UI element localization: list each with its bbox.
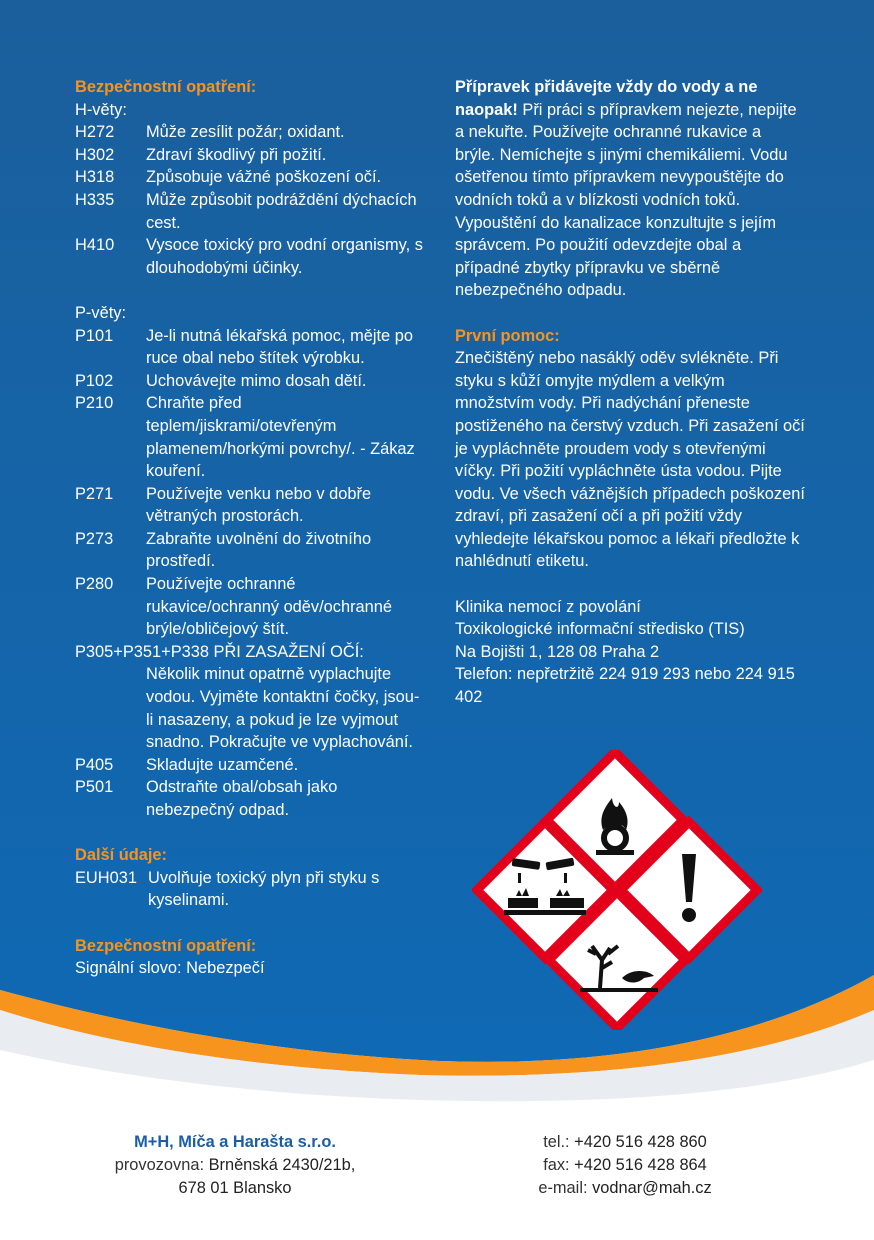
contact-info — [480, 1131, 770, 1200]
tel-line — [480, 1131, 770, 1154]
h-statement — [75, 166, 425, 189]
p-code: P280 — [75, 575, 114, 594]
tel-number[interactable]: +420 516 428 860 — [574, 1133, 707, 1151]
p-statement — [75, 528, 425, 573]
p-code: P101 — [75, 326, 114, 345]
h-code: H318 — [75, 168, 115, 187]
branch-label: provozovna: — [114, 1156, 209, 1174]
company-info — [90, 1131, 380, 1200]
extra-info-heading: Další údaje: — [75, 846, 167, 865]
fax-label: fax: — [543, 1156, 575, 1174]
email-line — [480, 1177, 770, 1200]
tis-name: Toxikologické informační středisko (TIS) — [455, 620, 745, 639]
p-code: P405 — [75, 755, 114, 774]
first-aid-text: Znečištěný nebo nasáklý oděv svlékněte. Při styku s kůží omyjte mýdlem a velkým množstvím vody. Při nadýchání přeneste postiženého na čerstvý vzduch. Při zasažení očí je vypláchněte proudem vody s otevřenými víčky. Při požití vypláchněte ústa vodou. Pijte vodu. Ve všech vážnějších případech poškození zdraví, při zasažení očí a při požití vždy vyhledejte lékařskou pomoc a lékaři předložte k nahlédnutí etiketu. — [455, 349, 805, 571]
euh-statement — [75, 867, 425, 912]
email-link[interactable]: vodnar@mah.cz — [592, 1179, 712, 1197]
safety-heading: Bezpečnostní opatření: — [75, 936, 257, 955]
h-text: Způsobuje vážné poškození očí. — [146, 168, 382, 187]
h-text: Může zesílit požár; oxidant. — [146, 123, 345, 142]
p-text: Používejte venku nebo v dobře větraných prostorách. — [146, 484, 372, 526]
branch-street: Brněnská 2430/21b, — [208, 1156, 356, 1174]
tis-phone: Telefon: nepřetržitě 224 919 293 nebo 224 915 402 — [455, 665, 795, 707]
h-code: H272 — [75, 123, 115, 142]
p-statement — [75, 573, 425, 641]
p-text: Používejte ochranné rukavice/ochranný oděv/ochranné brýle/obličejový štít. — [146, 575, 393, 639]
branch-line — [90, 1154, 380, 1177]
p-statement — [75, 776, 425, 821]
h-code: H410 — [75, 236, 115, 255]
tel-label: tel.: — [543, 1133, 575, 1151]
usage-bold: Přípravek přidávejte vždy do vody a ne naopak! — [455, 78, 758, 119]
fax-number: +420 516 428 864 — [574, 1156, 707, 1174]
p305-heading: P305+P351+P338 PŘI ZASAŽENÍ OČÍ: — [75, 642, 364, 661]
company-name: M+H, Míča a Harašta s.r.o. — [134, 1133, 336, 1151]
signal-word: Signální slovo: Nebezpečí — [75, 959, 265, 978]
p-code: P271 — [75, 484, 114, 503]
h-statement — [75, 121, 425, 144]
h-text: Zdraví škodlivý při požití. — [146, 145, 327, 164]
p-statement — [75, 483, 425, 528]
usage-paragraph — [455, 76, 805, 302]
h-text: Vysoce toxický pro vodní organismy, s dlouhodobými účinky. — [146, 236, 423, 277]
p-code: P273 — [75, 529, 114, 548]
ghs-pictograms — [472, 750, 762, 1030]
p-code: P501 — [75, 778, 114, 797]
clinic-name: Klinika nemocí z povolání — [455, 597, 641, 616]
p-statement — [75, 370, 425, 393]
p-label: P-věty: — [75, 303, 127, 322]
h-statement — [75, 189, 425, 234]
email-label: e-mail: — [538, 1179, 593, 1197]
euh-text: Uvolňuje toxický plyn při styku s kyselinami. — [148, 868, 380, 910]
euh-code: EUH031 — [75, 868, 137, 887]
right-column — [455, 76, 805, 709]
p-text: Uchovávejte mimo dosah dětí. — [146, 371, 367, 390]
h-code: H302 — [75, 145, 115, 164]
p305-text: Několik minut opatrně vyplachujte vodou. Vyjměte kontaktní čočky, jsou-li nasazeny, a pokud je lze vyjmout snadno. Pokračujte ve vyplachování. — [146, 665, 420, 752]
p-text: Odstraňte obal/obsah jako nebezpečný odpad. — [146, 778, 338, 819]
h-text: Může způsobit podráždění dýchacích cest. — [146, 190, 417, 232]
p-code: P210 — [75, 394, 114, 413]
branch-city: 678 01 Blansko — [178, 1179, 292, 1197]
h-statement — [75, 234, 425, 279]
usage-text: Při práci s přípravkem nejezte, nepijte a nekuřte. Používejte ochranné rukavice a brýle. Nemíchejte s jinými chemikáliemi. Vodu ošetřenou tímto přípravkem nevypouštějte do vodních toků a v blízkosti vodních toků. Vypouštění do kanalizace konzultujte s jejím správcem. Po použití odevzdejte obal a případné zbytky přípravku ve sběrně nebezpečného odpadu. — [455, 100, 797, 300]
fax-line — [480, 1154, 770, 1177]
p-text: Zabraňte uvolnění do životního prostředí. — [146, 529, 372, 571]
p-text: Je-li nutná lékařská pomoc, mějte po ruce obal nebo štítek výrobku. — [146, 326, 413, 368]
p-code: P102 — [75, 371, 114, 390]
h-section-heading: Bezpečnostní opatření: — [75, 78, 257, 96]
p-text: Chraňte před teplem/jiskrami/otevřeným plamenem/horkými povrchy/. - Zákaz kouření. — [146, 394, 415, 481]
p-statement — [75, 392, 425, 482]
first-aid-heading: První pomoc: — [455, 326, 560, 345]
tis-address: Na Bojišti 1, 128 08 Praha 2 — [455, 642, 660, 661]
left-column — [75, 76, 425, 980]
h-label: H-věty: — [75, 100, 127, 119]
h-code: H335 — [75, 190, 115, 209]
p-statement — [75, 325, 425, 370]
p-statement — [75, 754, 425, 777]
p-text: Skladujte uzamčené. — [146, 755, 299, 774]
h-statement — [75, 144, 425, 167]
